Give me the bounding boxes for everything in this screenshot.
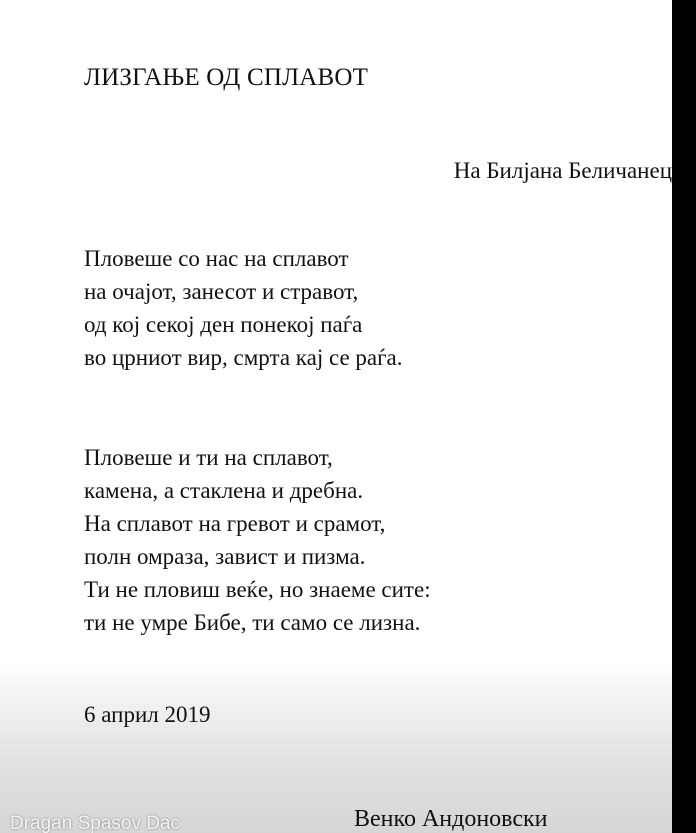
watermark-text: Dragan Spasov Dac: [10, 813, 181, 833]
poem-line: камена, а стаклена и дребна.: [84, 478, 364, 503]
stanza-2: [84, 441, 431, 639]
poem-line: ти не умре Бибе, ти само се лизна.: [84, 610, 421, 635]
poem-line: Пловеше со нас на сплавот: [84, 246, 349, 271]
poem-line: На сплавот на гревот и срамот,: [84, 511, 386, 536]
poem-line: во црниот вир, смрта кај се раѓа.: [84, 345, 403, 370]
stanza-1: [84, 242, 403, 374]
poem-date: 6 април 2019: [84, 702, 211, 727]
poem-line: Ти не пловиш веќе, но знаеме сите:: [84, 577, 431, 602]
poem-line: Пловеше и ти на сплавот,: [84, 445, 333, 470]
poem-dedication: На Билјана Беличанец: [453, 158, 672, 183]
poem-line: полн омраза, завист и пизма.: [84, 544, 366, 569]
poem-author: Венко Андоновски: [354, 806, 548, 832]
poem-title: ЛИЗГАЊЕ ОД СПЛАВОТ: [84, 64, 369, 91]
poem-line: од кој секој ден понекој паѓа: [84, 312, 363, 337]
poem-line: на очајот, занесот и стравот,: [84, 279, 359, 304]
screen-edge-strip: [672, 0, 696, 833]
